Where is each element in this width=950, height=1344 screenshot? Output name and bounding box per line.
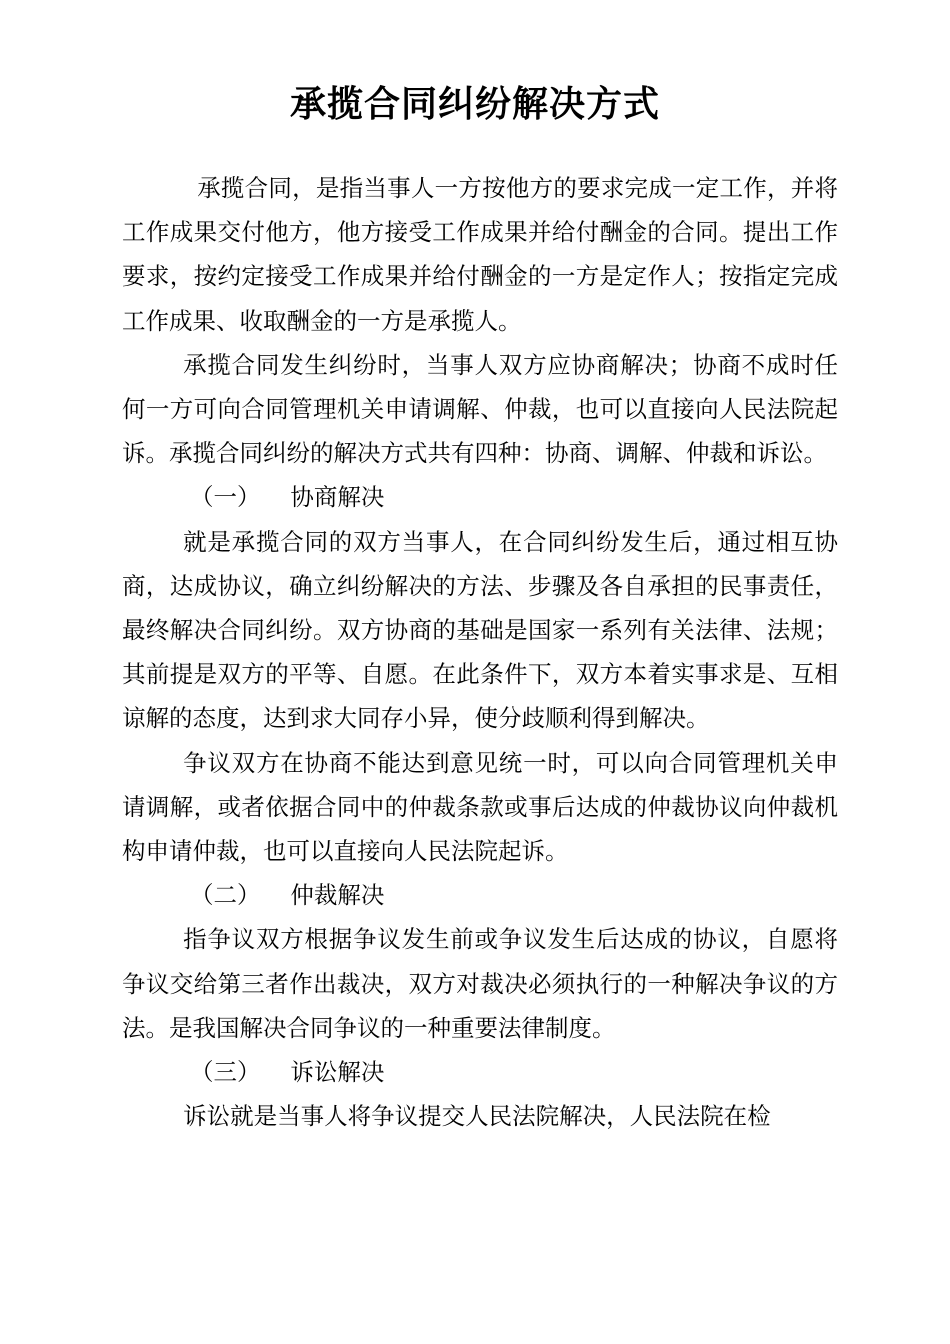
paragraph-dispute-overview: 承揽合同发生纠纷时，当事人双方应协商解决；协商不成时任何一方可向合同管理机关申请调解、仲裁，也可以直接向人民法院起诉。承揽合同纠纷的解决方式共有四种：协商、调解、仲裁和诉讼。 <box>122 350 838 468</box>
paragraph-litigation: 诉讼就是当事人将争议提交人民法院解决，人民法院在检 <box>183 1102 771 1131</box>
paragraph-arbitration: 指争议双方根据争议发生前或争议发生后达成的协议，自愿将争议交给第三者作出裁决，双方对裁决必须执行的一种解决争议的方法。是我国解决合同争议的一种重要法律制度。 <box>122 925 838 1042</box>
section-heading-arbitration: （二） 仲裁解决 <box>190 881 385 910</box>
section-heading-litigation: （三） 诉讼解决 <box>190 1058 385 1087</box>
paragraph-definition: 承揽合同，是指当事人一方按他方的要求完成一定工作，并将工作成果交付他方，他方接受工作成果并给付酬金的合同。提出工作要求，按约定接受工作成果并给付酬金的一方是定作人；按指定完成工作成果、收取酬金的一方是承揽人。 <box>122 174 838 335</box>
section-heading-negotiation: （一） 协商解决 <box>190 483 385 512</box>
document-body <box>122 166 838 1138</box>
paragraph-negotiation: 就是承揽合同的双方当事人，在合同纠纷发生后，通过相互协商，达成协议，确立纠纷解决的方法、步骤及各自承担的民事责任，最终解决合同纠纷。双方协商的基础是国家一系列有关法律、法规；其前提是双方的平等、自愿。在此条件下，双方本着实事求是、互相谅解的态度，达到求大同存小异，使分歧顺利得到解决。 <box>122 527 838 733</box>
paragraph-negotiation-failure: 争议双方在协商不能达到意见统一时，可以向合同管理机关申请调解，或者依据合同中的仲裁条款或事后达成的仲裁协议向仲裁机构申请仲裁，也可以直接向人民法院起诉。 <box>122 748 838 866</box>
page-title: 承揽合同纠纷解决方式 <box>289 83 660 125</box>
